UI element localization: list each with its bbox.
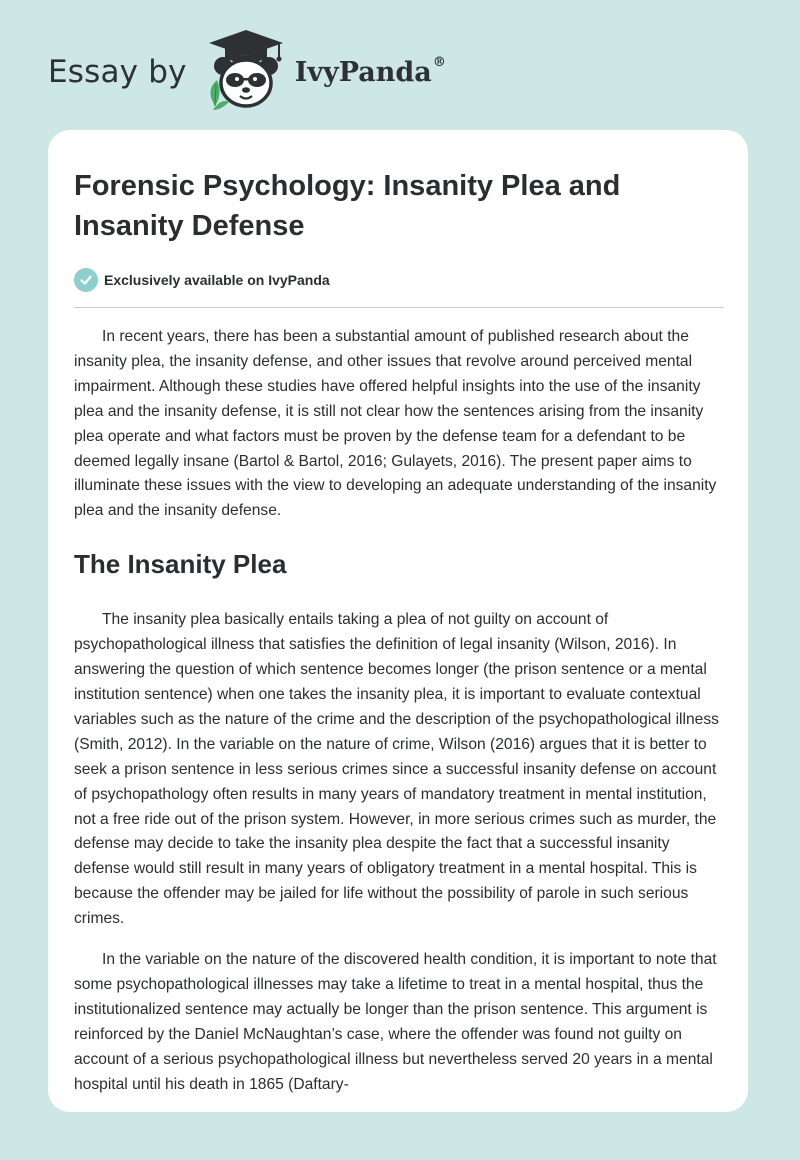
divider xyxy=(74,307,724,308)
brand-text: IvyPanda xyxy=(294,56,432,88)
site-header xyxy=(48,28,446,112)
trademark-sign: ® xyxy=(432,54,446,70)
paragraph: The insanity plea basically entails taking a plea of not guilty on account of psychopathological illness that satisfies the definition of legal insanity (Wilson, 2016). In answering the question of which sentence becomes longer (the prison sentence or a mental institution sentence) when one takes the insanity plea, it is important to evaluate contextual variables such as the nature of the crime and the description of the psychopathological illness (Smith, 2012). In the variable on the nature of crime, Wilson (2016) argues that it is better to seek a prison sentence in less serious crimes since a successful insanity defense on account of psychopathology often results in many years of mandatory treatment in mental institution, not a free ride out of the prison system. However, in more serious crimes such as murder, the defense may decide to take the insanity plea despite the fact that a successful insanity defense would still result in many years of obligatory treatment in a mental hospital. This is because the offender may be jailed for life without the possibility of parole in such serious crimes. xyxy=(74,611,719,928)
brand-name[interactable] xyxy=(294,54,446,88)
panda-logo-icon[interactable] xyxy=(201,28,291,112)
exclusive-badge xyxy=(74,266,724,294)
exclusive-label: Exclusively available on IvyPanda xyxy=(104,272,330,288)
page-title: Forensic Psychology: Insanity Plea and Insanity Defense xyxy=(74,170,621,242)
essay-content xyxy=(74,166,724,1097)
essay-by-label: Essay by xyxy=(48,54,187,90)
check-icon xyxy=(74,268,98,292)
essay-card xyxy=(48,130,748,1112)
paragraph: In recent years, there has been a substantial amount of published research about the insanity plea, the insanity defense, and other issues that revolve around perceived mental impairment. Although these studies have offered helpful insights into the use of the insanity plea and the insanity defense, it is still not clear how the sentences arising from the insanity plea operate and what factors must be proven by the defense team for a defendant to be deemed legally insane (Bartol & Bartol, 2016; Gulayets, 2016). The present paper aims to illuminate these issues with the view to developing an adequate understanding of the insanity plea and the insanity defense. xyxy=(74,328,717,520)
section-heading: The Insanity Plea xyxy=(74,549,287,580)
paragraph: In the variable on the nature of the discovered health condition, it is important to note that some psychopathological illnesses may take a lifetime to treat in a mental hospital, thus the institutionalized sentence may actually be longer than the prison sentence. This argument is reinforced by the Daniel McNaughtan’s case, where the offender was found not guilty on account of a serious psychopathological illness but nevertheless served 20 years in a mental hospital until his death in 1865 (Daftary- xyxy=(74,951,717,1093)
